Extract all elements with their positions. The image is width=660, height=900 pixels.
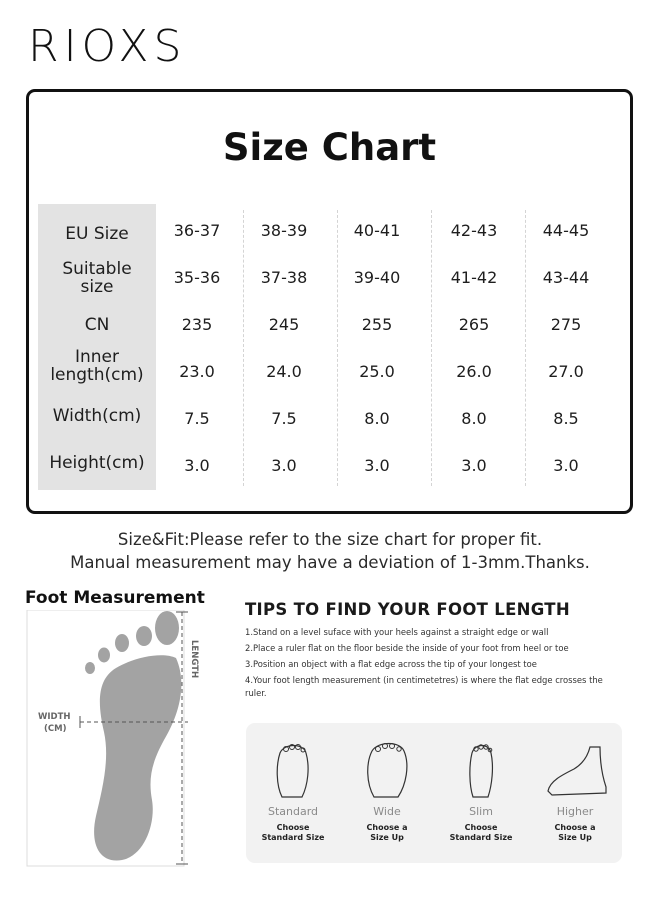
tip-item: 1.Stand on a level suface with your heels against a straight edge or wall: [245, 627, 549, 637]
foot-type-name: Standard: [267, 805, 319, 818]
table-cell: 8.0: [461, 409, 487, 428]
standard-foot-icon: [246, 735, 340, 799]
table-cell: 8.0: [364, 409, 390, 428]
foot-type-panel: [246, 723, 622, 863]
table-cell: 26.0: [456, 362, 492, 381]
foot-type-advice: Choose a: [554, 823, 596, 832]
table-cell: 36-37: [173, 221, 221, 240]
high-instep-foot-icon: [528, 735, 622, 799]
tips-title: TIPS TO FIND YOUR FOOT LENGTH: [245, 600, 570, 619]
table-cell: 44-45: [542, 221, 590, 240]
table-cell: 3.0: [184, 456, 210, 475]
table-cell: 41-42: [450, 268, 498, 287]
row-header-inner-length: Inner length(cm): [50, 347, 144, 385]
table-cell: 3.0: [364, 456, 390, 475]
foot-type-advice: Choose: [276, 823, 310, 832]
table-cell: 24.0: [266, 362, 302, 381]
foot-sole-icon: [26, 610, 212, 868]
tip-item: 3.Position an object with a flat edge across the tip of your longest toe: [245, 659, 537, 669]
width-unit-label: (CM): [44, 724, 67, 734]
table-cell: 255: [361, 315, 393, 334]
foot-measurement-diagram: [26, 610, 212, 868]
column-divider: [431, 210, 432, 486]
tip-item: 4.Your foot length measurement (in centimetetres) is where the flat edge crosses the ruler.: [245, 675, 603, 698]
size-fit-note: Size&Fit:Please refer to the size chart for proper fit.: [117, 530, 543, 549]
table-cell: 3.0: [271, 456, 297, 475]
table-cell: 235: [181, 315, 213, 334]
foot-type-wide: [340, 723, 434, 863]
length-label: LENGTH: [189, 640, 199, 679]
table-cell: 7.5: [271, 409, 297, 428]
foot-type-advice: Choose a: [366, 823, 408, 832]
table-cell: 42-43: [450, 221, 498, 240]
tip-item: 2.Place a ruler flat on the floor beside the inside of your foot from heel or toe: [245, 643, 569, 653]
table-cell: 265: [458, 315, 490, 334]
table-cell: 3.0: [461, 456, 487, 475]
foot-type-advice: Size Up: [558, 833, 592, 842]
foot-type-advice: Choose: [464, 823, 498, 832]
table-cell: 8.5: [553, 409, 579, 428]
table-cell: 40-41: [353, 221, 401, 240]
table-cell: 7.5: [184, 409, 210, 428]
chart-title: Size Chart: [222, 126, 437, 169]
width-label: WIDTH: [38, 712, 71, 722]
table-cell: 35-36: [173, 268, 221, 287]
foot-type-name: Slim: [469, 805, 493, 818]
foot-measurement-title: Foot Measurement: [25, 588, 205, 608]
slim-foot-icon: [434, 735, 528, 799]
deviation-note: Manual measurement may have a deviation of 1-3mm.Thanks.: [70, 553, 590, 572]
foot-type-advice: Standard Size: [449, 833, 513, 842]
table-cell: 39-40: [353, 268, 401, 287]
row-header-height: Height(cm): [49, 453, 145, 473]
size-chart-panel: [26, 89, 633, 514]
brand-logo: RIOXS: [28, 21, 187, 72]
foot-type-standard: [246, 723, 340, 863]
table-cell: 245: [268, 315, 300, 334]
row-header-cn: CN: [84, 315, 110, 335]
column-divider: [525, 210, 526, 486]
table-cell: 25.0: [359, 362, 395, 381]
foot-type-slim: [434, 723, 528, 863]
table-cell: 38-39: [260, 221, 308, 240]
table-cell: 3.0: [553, 456, 579, 475]
foot-type-advice: Standard Size: [261, 833, 325, 842]
table-cell: 275: [550, 315, 582, 334]
table-cell: 37-38: [260, 268, 308, 287]
column-divider: [337, 210, 338, 486]
foot-type-name: Wide: [373, 805, 401, 818]
row-header-suitable-size: Suitable size: [62, 259, 132, 297]
foot-type-advice: Size Up: [370, 833, 404, 842]
table-cell: 27.0: [548, 362, 584, 381]
column-divider: [243, 210, 244, 486]
row-header-width: Width(cm): [52, 406, 142, 426]
table-cell: 43-44: [542, 268, 590, 287]
foot-type-name: Higher: [556, 805, 594, 818]
row-header-eu-size: EU Size: [65, 224, 129, 244]
wide-foot-icon: [340, 735, 434, 799]
foot-type-higher: [528, 723, 622, 863]
table-cell: 23.0: [179, 362, 215, 381]
